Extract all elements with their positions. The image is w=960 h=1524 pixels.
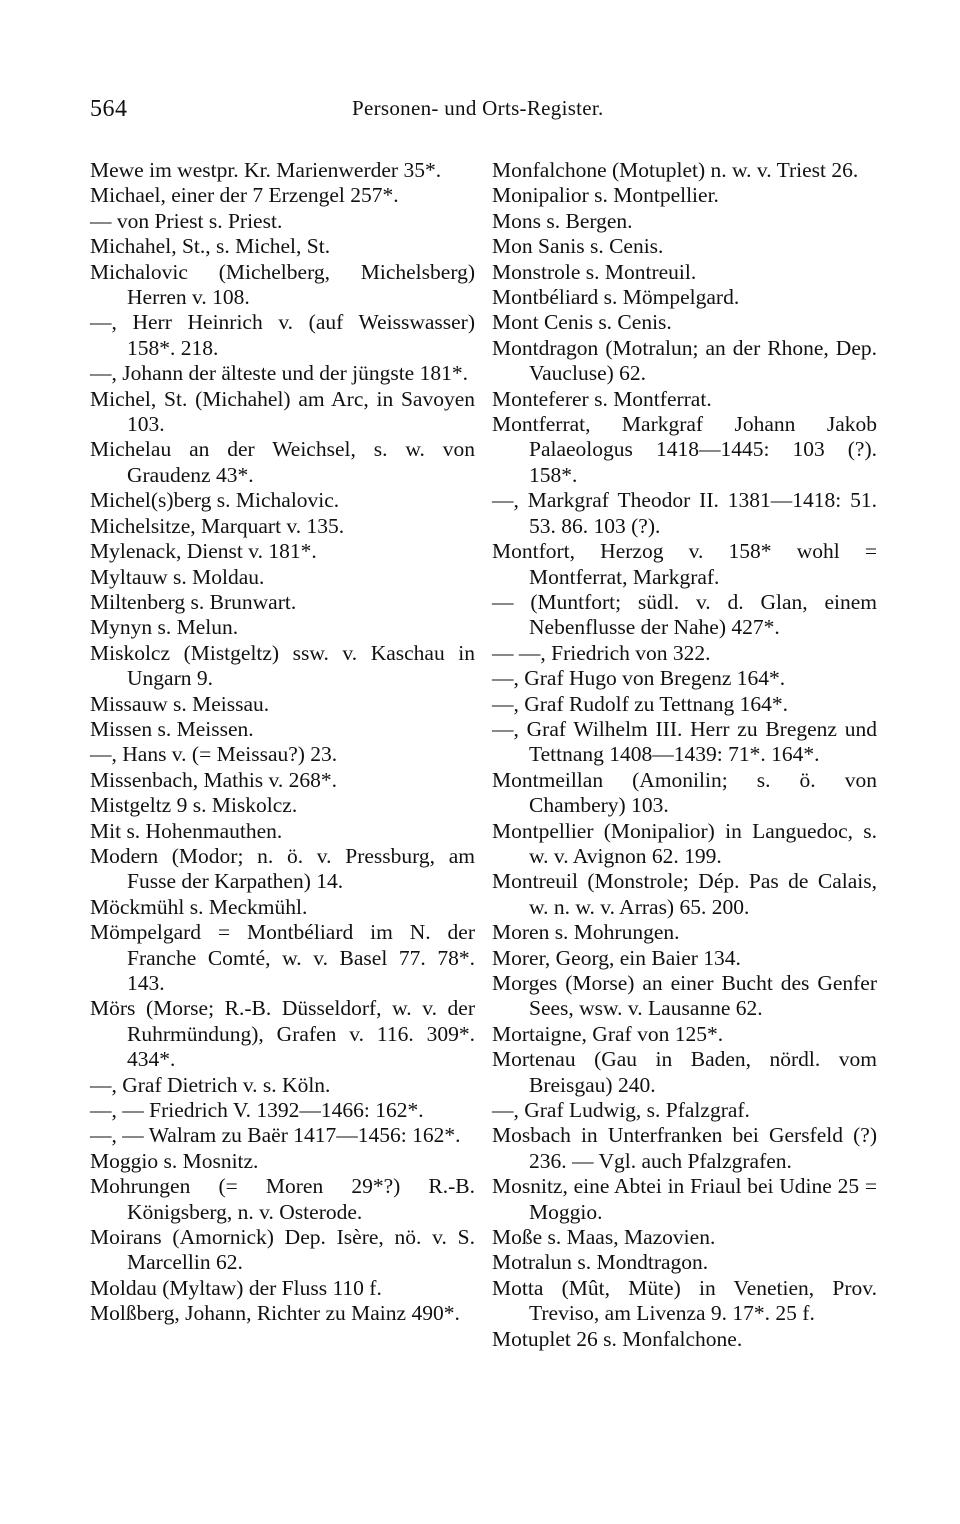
register-entry: — (Muntfort; südl. v. d. Glan, einem Nebenflusse der Nahe) 427*.: [492, 589, 877, 640]
register-entry: Moldau (Myltaw) der Fluss 110 f.: [90, 1275, 382, 1300]
register-entry: Missenbach, Mathis v. 268*.: [90, 767, 338, 792]
register-entry: Mistgeltz 9 s. Miskolcz.: [90, 793, 298, 818]
register-entry: Montreuil (Monstrole; Dép. Pas de Calais, w. n. w. v. Arras) 65. 200.: [492, 869, 877, 919]
register-entry: Mynyn s. Melun.: [90, 615, 239, 640]
register-entry: Morer, Georg, ein Baier 134.: [492, 945, 741, 970]
register-column-right: [492, 158, 877, 1352]
register-entry: Mons s. Bergen.: [492, 208, 633, 233]
register-entry: —, Herr Heinrich v. (auf Weisswasser) 158*. 218.: [90, 310, 475, 360]
register-entry: —, Graf Wilhelm III. Herr zu Bregenz und Tettnang 1408—1439: 71*. 164*.: [492, 716, 877, 767]
register-entry: Michalovic (Michelberg, Michelsberg) Herren v. 108.: [90, 259, 475, 310]
register-column-left: [90, 158, 475, 1327]
register-entry: Morges (Morse) an einer Bucht des Genfer Sees, wsw. v. Lausanne 62.: [492, 971, 877, 1021]
running-title: Personen- und Orts-Register.: [352, 96, 604, 120]
register-entry: Mortaigne, Graf von 125*.: [492, 1021, 724, 1046]
register-entry: —, Graf Ludwig, s. Pfalzgraf.: [492, 1098, 750, 1123]
register-entry: Monstrole s. Montreuil.: [492, 259, 697, 284]
page-number: 564: [90, 96, 128, 122]
register-entry: Miskolcz (Mistgeltz) ssw. v. Kaschau in Ungarn 9.: [90, 640, 475, 691]
register-entry: Montfort, Herzog v. 158* wohl = Montferrat, Markgraf.: [492, 539, 877, 589]
register-entry: Monfalchone (Motuplet) n. w. v. Triest 26.: [492, 158, 859, 182]
register-entry: Moße s. Maas, Mazovien.: [492, 1225, 716, 1250]
register-entry: Mit s. Hohenmauthen.: [90, 818, 283, 843]
register-entry: Mohrungen (= Moren 29*?) R.-B. Königsberg, n. v. Osterode.: [90, 1174, 475, 1224]
register-entry: Motuplet 26 s. Monfalchone.: [492, 1326, 743, 1351]
register-entry: Michelsitze, Marquart v. 135.: [90, 513, 345, 538]
register-entry: —, — Friedrich V. 1392—1466: 162*.: [90, 1098, 424, 1123]
register-entry: —, Graf Hugo von Bregenz 164*.: [492, 666, 786, 691]
register-entry: Michel, St. (Michahel) am Arc, in Savoyen 103.: [90, 386, 475, 437]
register-entry: Missen s. Meissen.: [90, 716, 254, 741]
register-entry: Michel(s)berg s. Michalovic.: [90, 488, 340, 513]
register-entry: Moirans (Amornick) Dep. Isère, nö. v. S. Marcellin 62.: [90, 1225, 475, 1275]
register-entry: Michahel, St., s. Michel, St.: [90, 234, 331, 259]
register-entry: Moren s. Mohrungen.: [492, 920, 680, 945]
register-entry: Mortenau (Gau in Baden, nördl. vom Breisgau) 240.: [492, 1047, 877, 1097]
register-entry: Michelau an der Weichsel, s. w. von Graudenz 43*.: [90, 437, 475, 487]
register-entry: Missauw s. Meissau.: [90, 691, 270, 716]
register-entry: Michael, einer der 7 Erzengel 257*.: [90, 183, 399, 208]
register-entry: Mylenack, Dienst v. 181*.: [90, 539, 317, 564]
register-entry: Montbéliard s. Mömpelgard.: [492, 285, 740, 310]
register-entry: Montpellier (Monipalior) in Languedoc, s. w. v. Avignon 62. 199.: [492, 818, 877, 868]
register-entry: Motralun s. Mondtragon.: [492, 1250, 709, 1275]
register-entry: Mon Sanis s. Cenis.: [492, 234, 664, 259]
register-entry: — von Priest s. Priest.: [90, 208, 283, 233]
register-entry: —, Graf Rudolf zu Tettnang 164*.: [492, 691, 789, 716]
register-entry: Montmeillan (Amonilin; s. ö. von Chambery) 103.: [492, 767, 877, 818]
register-entry: — —, Friedrich von 322.: [492, 640, 711, 665]
register-entry: —, Markgraf Theodor II. 1381—1418: 51. 53. 86. 103 (?).: [492, 488, 877, 538]
register-entry: Myltauw s. Moldau.: [90, 564, 265, 589]
register-entry: Molßberg, Johann, Richter zu Mainz 490*.: [90, 1301, 460, 1326]
register-entry: Miltenberg s. Brunwart.: [90, 589, 297, 614]
register-entry: Monteferer s. Montferrat.: [492, 386, 712, 411]
register-entry: —, Johann der älteste und der jüngste 181*.: [90, 361, 468, 386]
register-entry: Modern (Modor; n. ö. v. Pressburg, am Fusse der Karpathen) 14.: [90, 843, 475, 894]
register-entry: Montferrat, Markgraf Johann Jakob Palaeologus 1418—1445: 103 (?). 158*.: [492, 412, 877, 487]
register-entry: Monipalior s. Montpellier.: [492, 183, 719, 208]
register-entry: Mosnitz, eine Abtei in Friaul bei Udine 25 = Moggio.: [492, 1174, 877, 1224]
register-entry: —, Graf Dietrich v. s. Köln.: [90, 1072, 331, 1097]
register-entry: Montdragon (Motralun; an der Rhone, Dep. Vaucluse) 62.: [492, 335, 877, 386]
register-entry: Mörs (Morse; R.-B. Düsseldorf, w. v. der Ruhrmündung), Grafen v. 116. 309*. 434*.: [90, 996, 475, 1072]
register-entry: Mosbach in Unterfranken bei Gersfeld (?) 236. — Vgl. auch Pfalzgrafen.: [492, 1123, 877, 1173]
register-entry: —, Hans v. (= Meissau?) 23.: [90, 742, 338, 767]
register-entry: Motta (Mût, Müte) in Venetien, Prov. Treviso, am Livenza 9. 17*. 25 f.: [492, 1275, 877, 1326]
register-entry: —, — Walram zu Baër 1417—1456: 162*.: [90, 1123, 461, 1148]
register-entry: Mömpelgard = Montbéliard im N. der Franche Comté, w. v. Basel 77. 78*. 143.: [90, 920, 475, 995]
register-entry: Mont Cenis s. Cenis.: [492, 310, 672, 335]
register-entry: Möckmühl s. Meckmühl.: [90, 894, 308, 919]
register-entry: Moggio s. Mosnitz.: [90, 1148, 259, 1173]
register-entry: Mewe im westpr. Kr. Marienwerder 35*.: [90, 158, 442, 182]
